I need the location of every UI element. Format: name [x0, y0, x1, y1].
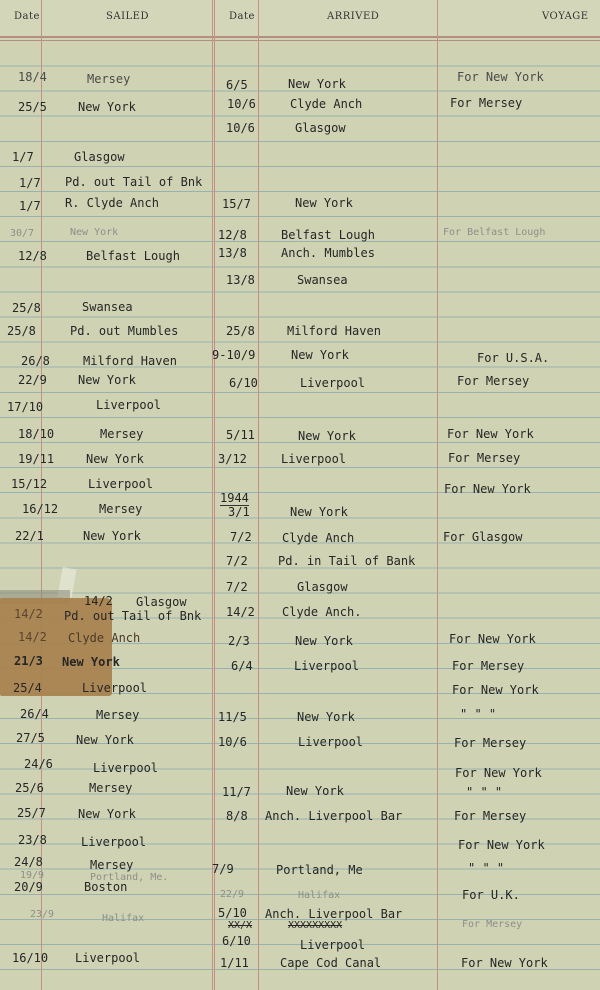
arrived-port: Halifax — [298, 890, 341, 901]
arrived-date: 8/8 — [226, 809, 248, 823]
sailed-port: Milford Haven — [83, 354, 177, 368]
header-rule — [0, 36, 600, 38]
sailed-date: 15/12 — [11, 477, 48, 491]
arrived-port: Anch. Mumbles — [281, 246, 375, 260]
voyage: For Mersey — [448, 451, 521, 465]
sailed-port: New York — [83, 529, 141, 543]
arrived-port: New York — [291, 348, 349, 362]
arrived-date: 22/9 — [220, 889, 245, 900]
voyage: For New York — [455, 766, 542, 780]
voyage: For Mersey — [450, 96, 523, 110]
sailed-date: 23/9 — [30, 909, 55, 920]
arrived-port: Glasgow — [295, 121, 346, 135]
sailed-port: Glasgow — [74, 150, 125, 164]
arrived-port: Anch. Liverpool Bar — [265, 809, 403, 823]
column-divider-arrived-date — [258, 0, 259, 990]
sailed-port: Mersey — [100, 427, 144, 441]
arrived-port: New York — [295, 634, 353, 648]
column-divider-sailed — [212, 0, 213, 990]
voyage: For New York — [449, 632, 536, 646]
sailed-date: 19/11 — [18, 452, 55, 466]
voyage: " " " — [466, 785, 503, 799]
arrived-date: 6/10 — [229, 376, 258, 390]
arrived-port: Liverpool — [281, 452, 347, 466]
voyage: For U.S.A. — [477, 351, 550, 365]
arrived-date: 6/10 — [222, 934, 251, 948]
sailed-port: Swansea — [82, 300, 133, 314]
sailed-date: 14/2 — [14, 607, 43, 621]
voyage: For New York — [452, 683, 539, 697]
sailed-date: 24/8 — [14, 855, 43, 869]
arrived-date: 7/2 — [226, 554, 248, 568]
sailed-port: Liverpool — [81, 835, 147, 849]
sailed-port: Mersey — [90, 858, 134, 872]
header-band — [0, 0, 600, 38]
sailed-date: 16/10 — [12, 951, 49, 965]
arrived-date: 10/6 — [218, 735, 247, 749]
sailed-date: 12/8 — [18, 249, 47, 263]
sailed-date: 25/6 — [15, 781, 44, 795]
arrived-port: Clyde Anch — [290, 97, 363, 111]
sailed-port: Liverpool — [96, 398, 162, 412]
sailed-port: Liverpool — [82, 681, 148, 695]
arrived-date: 10/6 — [226, 121, 255, 135]
arrived-port: New York — [295, 196, 353, 210]
sailed-port: Pd. out Tail of Bnk — [64, 609, 202, 623]
arrived-port: Clyde Anch — [282, 531, 355, 545]
sailed-port: New York — [78, 373, 136, 387]
sailed-date: 17/10 — [7, 400, 44, 414]
voyage: For Mersey — [454, 809, 527, 823]
voyage: For Belfast Lough — [443, 227, 546, 238]
arrived-date: 11/7 — [222, 785, 251, 799]
sailed-date: 25/7 — [17, 806, 46, 820]
sailed-port: Boston — [84, 880, 128, 894]
sailed-date: 14/2 — [84, 594, 113, 608]
arrived-date: 5/10 — [218, 906, 247, 920]
sailed-date: 25/4 — [13, 681, 42, 695]
arrived-date: 14/2 — [226, 605, 255, 619]
voyage: For U.K. — [462, 888, 520, 902]
voyage: For New York — [444, 482, 531, 496]
sailed-port: New York — [70, 227, 119, 238]
column-divider-arrived — [437, 0, 438, 990]
arrived-port: Pd. in Tail of Bank — [278, 554, 416, 568]
sailed-date: 20/9 — [14, 880, 43, 894]
arrived-port: Liverpool — [300, 938, 366, 952]
arrived-date: 7/2 — [230, 530, 252, 544]
arrived-port: Belfast Lough — [281, 228, 375, 242]
sailed-date: 16/12 — [22, 502, 59, 516]
arrived-port: New York — [297, 710, 355, 724]
voyage: For Glasgow — [443, 530, 523, 544]
arrived-date: 10/6 — [227, 97, 256, 111]
voyage: For Mersey — [457, 374, 530, 388]
arrived-year: 1944 — [220, 491, 249, 505]
arrived-port: New York — [288, 77, 346, 91]
voyage: For Mersey — [462, 919, 523, 930]
sailed-date: 25/8 — [7, 324, 36, 338]
sailed-date: 18/10 — [18, 427, 55, 441]
sailed-port: Liverpool — [75, 951, 141, 965]
sailed-port: Mersey — [96, 708, 140, 722]
sailed-port: New York — [76, 733, 134, 747]
sailed-date: 14/2 — [18, 630, 47, 644]
sailed-port: New York — [78, 100, 136, 114]
sailed-date: 26/8 — [21, 354, 50, 368]
sailed-port: Pd. out Mumbles — [70, 324, 179, 338]
voyage: For New York — [447, 427, 534, 441]
arrived-date: 13/8 — [226, 273, 255, 287]
arrived-port: Anch. Liverpool Bar — [265, 907, 403, 921]
arrived-port: New York — [286, 784, 344, 798]
sailed-port: Pd. out Tail of Bnk — [65, 175, 203, 189]
arrived-port: Cape Cod Canal — [280, 956, 382, 970]
voyage: For New York — [461, 956, 548, 970]
header-date-sailed: Date — [14, 11, 40, 22]
arrived-date: 13/8 — [218, 246, 247, 260]
sailed-port: Mersey — [89, 781, 133, 795]
sailed-date: 18/4 — [18, 70, 47, 84]
arrived-date: 25/8 — [226, 324, 255, 338]
sailed-date: 21/3 — [14, 654, 43, 668]
sailed-date: 25/5 — [18, 100, 47, 114]
arrived-port: Swansea — [297, 273, 348, 287]
arrived-port-struck: XXXXXXXXX — [288, 920, 343, 931]
arrived-port: New York — [298, 429, 356, 443]
sailed-port: Portland, Me. — [90, 872, 169, 883]
arrived-date: 3/12 — [218, 452, 247, 466]
arrived-port: Milford Haven — [287, 324, 381, 338]
sailed-date: 1/7 — [19, 199, 41, 213]
arrived-port: Glasgow — [297, 580, 348, 594]
sailed-date: 23/8 — [18, 833, 47, 847]
arrived-port: Liverpool — [294, 659, 360, 673]
arrived-date-struck: XX/X — [228, 920, 253, 931]
sailed-date: 27/5 — [16, 731, 45, 745]
voyage: " " " — [460, 707, 497, 721]
header-date-arrived: Date — [229, 11, 255, 22]
sailed-date: 24/6 — [24, 757, 53, 771]
arrived-date: 3/1 — [228, 505, 250, 519]
arrived-date: 11/5 — [218, 710, 247, 724]
sailed-port: New York — [86, 452, 144, 466]
arrived-date: 6/4 — [231, 659, 253, 673]
voyage: For Mersey — [452, 659, 525, 673]
sailed-port: Belfast Lough — [86, 249, 180, 263]
sailed-date: 1/7 — [19, 176, 41, 190]
sailed-port: New York — [62, 655, 120, 669]
arrived-date: 2/3 — [228, 634, 250, 648]
sailed-port: Clyde Anch — [68, 631, 141, 645]
arrived-port: Liverpool — [298, 735, 364, 749]
sailed-port: Liverpool — [93, 761, 159, 775]
arrived-port: Clyde Anch. — [282, 605, 362, 619]
voyage: For New York — [458, 838, 545, 852]
sailed-date: 22/9 — [18, 373, 47, 387]
arrived-port: Liverpool — [300, 376, 366, 390]
arrived-port: New York — [290, 505, 348, 519]
header-rule-secondary — [0, 40, 600, 41]
sailed-port: Mersey — [99, 502, 143, 516]
sailed-date: 30/7 — [10, 228, 35, 239]
arrived-date: 6/5 — [226, 78, 248, 92]
header-sailed: SAILED — [106, 11, 149, 22]
sailed-port: Mersey — [87, 72, 131, 86]
sailed-date: 26/4 — [20, 707, 49, 721]
sailed-port: New York — [78, 807, 136, 821]
arrived-port: Portland, Me — [276, 863, 363, 877]
voyage: " " " — [468, 861, 505, 875]
header-arrived: ARRIVED — [327, 11, 380, 22]
arrived-date: 12/8 — [218, 228, 247, 242]
sailed-port: Halifax — [102, 913, 145, 924]
header-voyage: VOYAGE — [542, 11, 589, 22]
arrived-date: 9-10/9 — [212, 348, 256, 362]
voyage: For New York — [457, 70, 544, 84]
column-divider-sailed-double — [214, 0, 215, 990]
sailed-port: R. Clyde Anch — [65, 196, 159, 210]
arrived-date: 15/7 — [222, 197, 251, 211]
arrived-date: 5/11 — [226, 428, 255, 442]
arrived-date: 7/2 — [226, 580, 248, 594]
sailed-port: Glasgow — [136, 595, 187, 609]
sailed-date: 22/1 — [15, 529, 44, 543]
sailed-date: 25/8 — [12, 301, 41, 315]
sailed-date: 19/9 — [20, 870, 45, 881]
arrived-date: 7/9 — [212, 862, 234, 876]
voyage: For Mersey — [454, 736, 527, 750]
arrived-date: 1/11 — [220, 956, 249, 970]
sailed-port: Liverpool — [88, 477, 154, 491]
sailed-date: 1/7 — [12, 150, 34, 164]
